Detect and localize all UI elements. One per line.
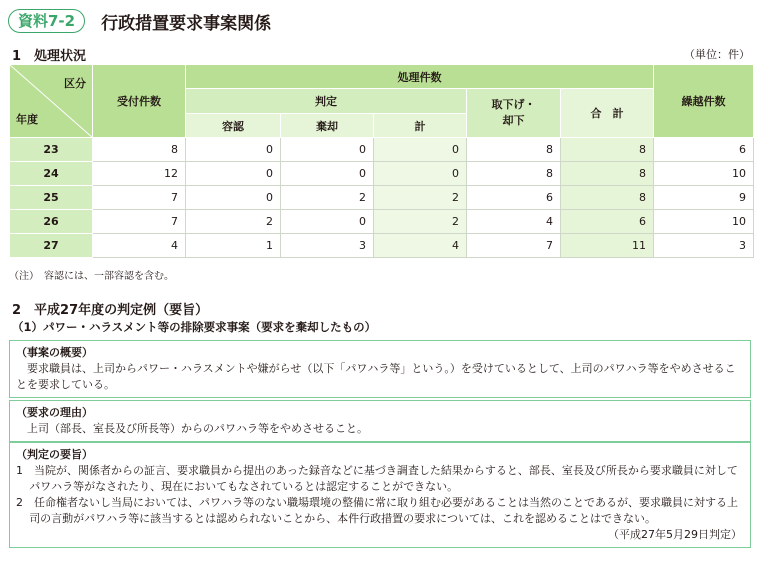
cell-withdraw: 6 [467, 186, 561, 210]
header-total: 合 計 [561, 89, 654, 138]
table-note: （注） 容認には、一部容認を含む。 [9, 271, 174, 282]
cell-received: 7 [93, 186, 186, 210]
cell-accept: 0 [186, 186, 281, 210]
statistics-table [9, 64, 754, 258]
case-overview-text: 要求職員は、上司からパワー・ハラスメントや嫌がらせ（以下「パワハラ等」という。）を受けているとして、上司のパワハラ等をやめさせることを要求している。 [16, 362, 736, 391]
material-badge: 資料7-2 [8, 9, 85, 33]
cell-subtotal: 0 [374, 138, 467, 162]
judgment-summary-box [9, 442, 751, 548]
cell-carryover: 9 [654, 186, 754, 210]
cell-total: 8 [561, 162, 654, 186]
case-subtitle: （1）パワー・ハラスメント等の排除要求事案（要求を棄却したもの） [12, 320, 377, 334]
cell-subtotal: 0 [374, 162, 467, 186]
page-title: 行政措置要求事案関係 [101, 13, 272, 34]
cell-withdraw: 8 [467, 162, 561, 186]
cell-subtotal: 2 [374, 186, 467, 210]
cell-dismiss: 2 [281, 186, 374, 210]
cell-year: 27 [10, 234, 93, 258]
header-dismiss: 棄却 [281, 114, 374, 138]
section1-title: 1 処理状況 [12, 49, 87, 64]
table-row [10, 162, 754, 186]
cell-dismiss: 0 [281, 138, 374, 162]
cell-received: 12 [93, 162, 186, 186]
judgment-item-2: 2 任命権者ないし当局においては、パワハラ等のない職場環境の整備に常に取り組む必要があることは当然のことであるが、要求職員に対する上司の言動がパワハラ等に該当するとは認められないことから、本件行政措置の要求については、これを認めることはできない。 [16, 496, 738, 525]
cell-total: 8 [561, 186, 654, 210]
request-reason-heading: （要求の理由） [16, 406, 93, 419]
cell-carryover: 3 [654, 234, 754, 258]
cell-received: 8 [93, 138, 186, 162]
request-reason-text: 上司（部長、室長及び所長等）からのパワハラ等をやめさせること。 [27, 422, 368, 435]
cell-year: 24 [10, 162, 93, 186]
cell-accept: 1 [186, 234, 281, 258]
cell-total: 8 [561, 138, 654, 162]
cell-year: 23 [10, 138, 93, 162]
cell-carryover: 10 [654, 210, 754, 234]
judgment-item-1: 1 当院が、関係者からの証言、要求職員から提出のあった録音などに基づき調査した結果からすると、部長、室長及び所長から要求職員に対してパワハラ等がなされたり、現在においてもなされているとは認定することができない。 [16, 464, 738, 493]
cell-subtotal: 4 [374, 234, 467, 258]
cell-withdraw: 4 [467, 210, 561, 234]
header-accept: 容認 [186, 114, 281, 138]
cell-dismiss: 0 [281, 210, 374, 234]
judgment-summary-heading: （判定の要旨） [16, 448, 93, 461]
cell-carryover: 10 [654, 162, 754, 186]
header-carryover: 繰越件数 [654, 65, 754, 138]
table-corner-cell [10, 65, 93, 138]
table-row [10, 138, 754, 162]
header [8, 8, 271, 34]
corner-label-year: 年度 [16, 113, 38, 126]
table-row [10, 210, 754, 234]
header-judgment: 判定 [186, 89, 467, 114]
request-reason-box [9, 400, 751, 442]
cell-withdraw: 8 [467, 138, 561, 162]
cell-accept: 2 [186, 210, 281, 234]
header-received: 受付件数 [93, 65, 186, 138]
cell-dismiss: 3 [281, 234, 374, 258]
cell-received: 4 [93, 234, 186, 258]
section2-title: 2 平成27年度の判定例（要旨） [12, 303, 209, 318]
cell-year: 25 [10, 186, 93, 210]
cell-accept: 0 [186, 162, 281, 186]
cell-total: 11 [561, 234, 654, 258]
header-subtotal: 計 [374, 114, 467, 138]
unit-label: （単位：件） [684, 48, 750, 61]
cell-dismiss: 0 [281, 162, 374, 186]
table-row [10, 186, 754, 210]
case-overview-box [9, 340, 751, 398]
table-row [10, 234, 754, 258]
cell-withdraw: 7 [467, 234, 561, 258]
cell-total: 6 [561, 210, 654, 234]
cell-accept: 0 [186, 138, 281, 162]
cell-carryover: 6 [654, 138, 754, 162]
cell-subtotal: 2 [374, 210, 467, 234]
header-withdraw: 取下げ・ 却下 [467, 89, 561, 138]
cell-received: 7 [93, 210, 186, 234]
judgment-date: （平成27年5月29日判定） [608, 528, 742, 541]
corner-label-category: 区分 [64, 77, 86, 90]
cell-year: 26 [10, 210, 93, 234]
case-overview-heading: （事案の概要） [16, 346, 93, 359]
header-processed: 処理件数 [186, 65, 654, 89]
